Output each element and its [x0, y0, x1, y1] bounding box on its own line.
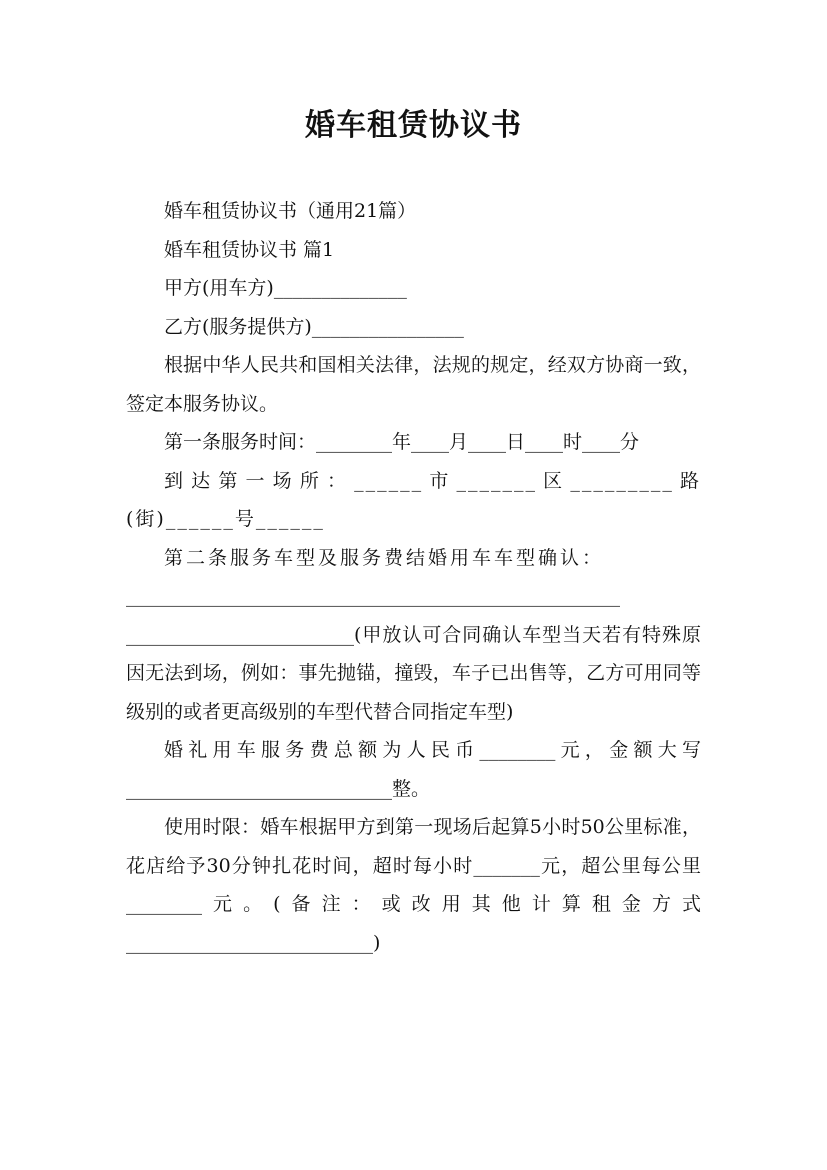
vehicle-substitution-paragraph: ________________________(甲放认可合同确认车型当天若有特殊原因无法到场，例如：事先抛锚，撞毁，车子已出售等，乙方可用同等级别的或者更高级别的车型代替合同指定车型) [126, 623, 701, 723]
document-title: 婚车租赁协议书 [305, 108, 522, 143]
preamble-paragraph: 根据中华人民共和国相关法律，法规的规定，经双方协商一致，签定本服务协议。 [126, 354, 701, 415]
party-b-line: 乙方(服务提供方)________________ [164, 315, 464, 338]
article-1-service-time: 第一条服务时间：________年____月____日____时____分 [164, 431, 640, 453]
article-2-vehicle-heading: 第二条服务车型及服务费结婚用车车型确认： [164, 546, 605, 569]
subtitle-paragraph: 婚车租赁协议书（通用21篇） [164, 200, 417, 222]
arrival-location-paragraph: 到达第一场所：______市_______区_________路(街)______号______ [126, 469, 701, 530]
service-fee-paragraph: 婚礼用车服务费总额为人民币________元，金额大写____________________________整。 [126, 739, 701, 800]
vehicle-blank-line: ____________________________________________________ [126, 585, 620, 607]
section-heading: 婚车租赁协议书 篇1 [164, 238, 335, 261]
document-body [126, 192, 701, 962]
usage-limit-paragraph: 使用时限：婚车根据甲方到第一现场后起算5小时50公里标准，花店给予30分钟扎花时间，超时每小时_______元，超公里每公里________元。(备注：或改用其他计算租金方式__________________________) [126, 816, 701, 954]
party-a-line: 甲方(用车方)______________ [164, 277, 407, 299]
